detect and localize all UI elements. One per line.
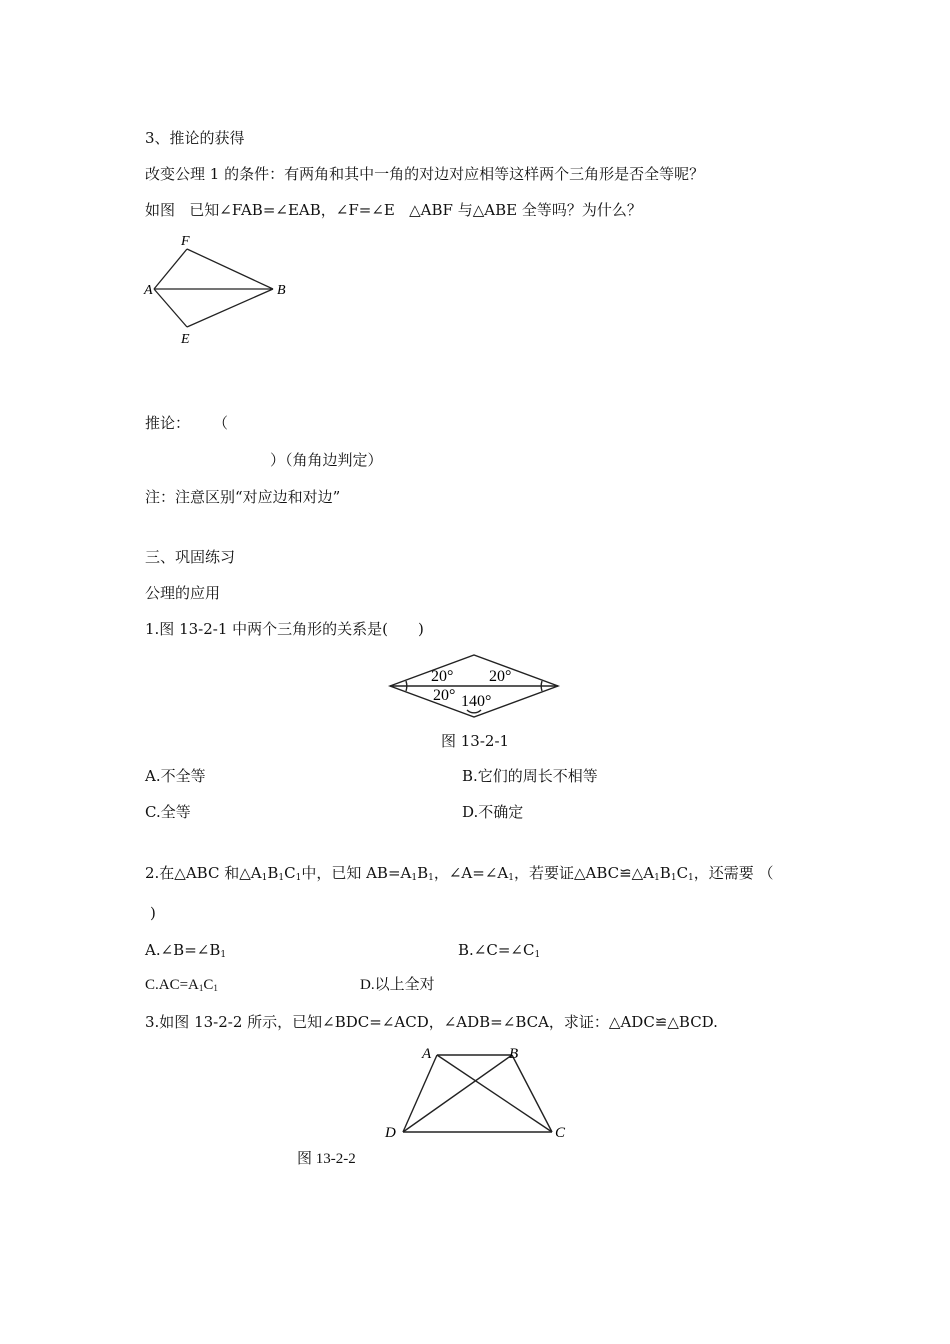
section-3-figure-question: 如图 已知∠FAB=∠EAB，∠F=∠E △ABF 与△ABE 全等吗？为什么？ <box>145 201 642 219</box>
question-1-option-b: B.它们的周长不相等 <box>462 767 598 785</box>
section-4-heading: 三、巩固练习 <box>145 548 236 566</box>
figure-13-2-2 <box>380 1040 580 1145</box>
question-1-option-d: D.不确定 <box>462 803 524 821</box>
question-3-stem: 3.如图 13-2-2 所示，已知∠BDC=∠ACD，∠ADB=∠BCA，求证：△ADC≌△BCD. <box>145 1013 718 1031</box>
figure-13-2-2-caption: 图 13-2-2 <box>297 1151 356 1167</box>
section-3-heading: 3、推论的获得 <box>145 129 245 147</box>
section-4-subheading: 公理的应用 <box>145 584 221 602</box>
label-c: C <box>555 1125 566 1141</box>
corollary-paren-open: （ <box>213 414 229 432</box>
section-3-question: 改变公理 1 的条件：有两角和其中一角的对边对应相等这样两个三角形是否全等呢？ <box>145 165 705 183</box>
label-e: E <box>181 332 190 347</box>
label-a: A <box>422 1046 432 1062</box>
label-a: A <box>144 283 153 298</box>
label-f: F <box>181 234 190 249</box>
figure-13-2-1 <box>385 650 565 722</box>
angle-label-bottom-left: 20° <box>433 687 456 704</box>
question-2-stem: 2.在△ABC 和$\triangle A_1B_1C_1$中，已知 $AB=A_1B_1$，$\angle A=\angle A_1$，若要证$\triangle ABC≌\triangle A_1B_1C_1$，还需要 （ <box>145 864 774 883</box>
question-2-option-a: $A.\angle B=\angle B_1$ <box>145 941 227 960</box>
question-1-stem: 1.图 13-2-1 中两个三角形的关系是( ) <box>145 620 424 638</box>
label-d: D <box>385 1125 396 1141</box>
note-text: 注：注意区别“对应边和对边” <box>145 488 341 506</box>
label-b: B <box>277 283 286 298</box>
question-2-option-d: D.以上全对 <box>360 977 435 993</box>
figure-kite-afbe <box>140 230 300 350</box>
angle-label-bottom-apex: 140° <box>461 693 492 710</box>
question-1-option-a: A.不全等 <box>145 767 206 785</box>
figure-13-2-1-caption: 图 13-2-1 <box>441 732 510 750</box>
label-b: B <box>509 1046 519 1062</box>
corollary-paren-close: ）（角角边判定） <box>270 451 383 469</box>
angle-label-top-left: 20° <box>431 668 454 685</box>
corollary-label: 推论： <box>145 414 191 432</box>
question-2-option-b: $B.\angle C=\angle C_1$ <box>458 941 541 960</box>
angle-label-top-right: 20° <box>489 668 512 685</box>
question-1-option-c: C.全等 <box>145 803 191 821</box>
question-2-close-paren: ) <box>150 904 156 922</box>
question-2-option-c: $C.AC=A_1C_1$ <box>145 977 218 993</box>
